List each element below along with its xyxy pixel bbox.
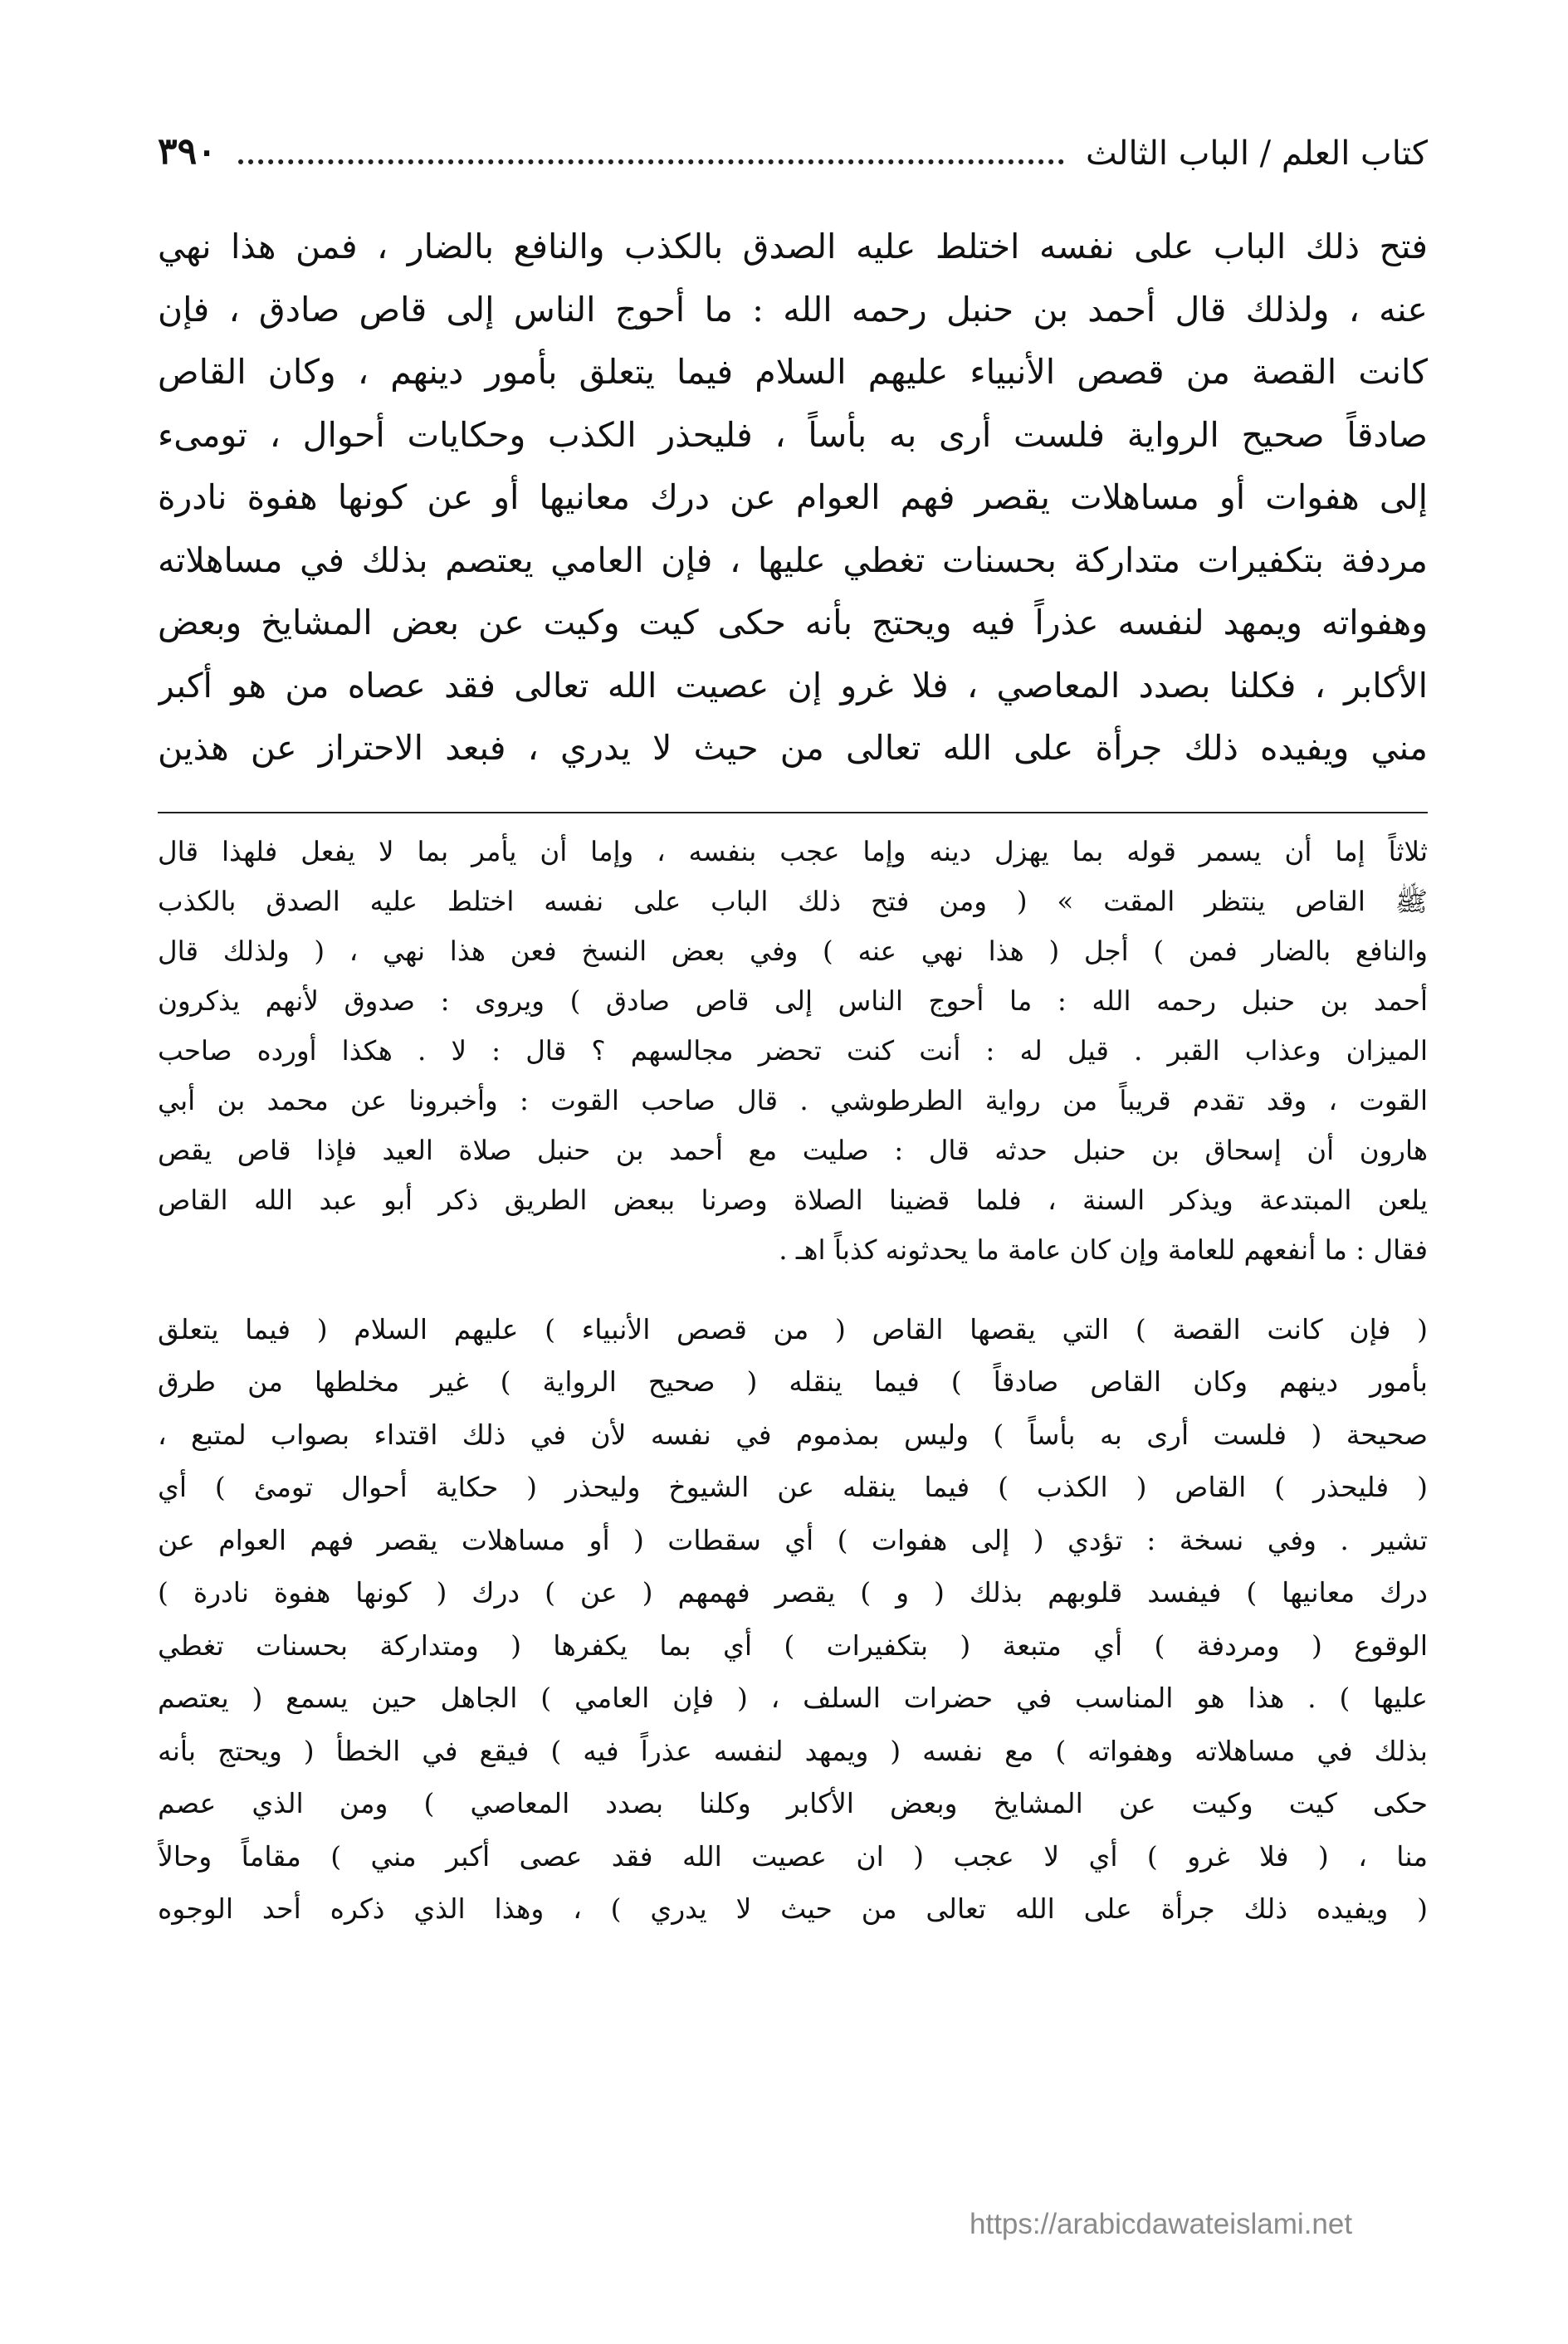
page-number: ٣٩٠: [158, 130, 217, 173]
main-line: مني ويفيده ذلك جرأة على الله تعالى من حيث لا يدري ، فبعد الاحتراز عن هذين: [158, 728, 1428, 768]
page-header: [158, 125, 1428, 173]
footnote-separator: [158, 812, 1428, 813]
commentary-continuation: [158, 827, 1428, 1275]
sharh-line: عليها ) . هذا هو المناسب في حضرات السلف ، ( فإن العامي ) الجاهل حين يسمع ( يعتصم: [158, 1682, 1428, 1714]
sharh-line: صحيحة ( فلست أرى به بأساً ) وليس بمذموم في نفسه لأن في ذلك اقتداء بصواب لمتبع ،: [158, 1418, 1428, 1451]
note-line: هارون أن إسحاق بن حنبل حدثه قال : صليت مع أحمد بن حنبل صلاة العيد فإذا قاص يقص: [158, 1134, 1428, 1166]
main-line: فتح ذلك الباب على نفسه اختلط عليه الصدق بالكذب والنافع بالضار ، فمن هذا نهي: [158, 227, 1428, 266]
sharh-line: حكى كيت وكيت عن المشايخ وبعض الأكابر وكلنا بصدد المعاصي ) ومن الذي عصم: [158, 1787, 1428, 1819]
sharh-line: الوقوع ( ومردفة ) أي متبعة ( بتكفيرات ) أي بما يكفرها ( ومتداركة بحسنات تغطي: [158, 1629, 1428, 1662]
note-line: أحمد بن حنبل رحمه الله : ما أحوج الناس إلى قاص صادق ) ويروى : صدوق لأنهم يذكرون: [158, 984, 1428, 1017]
sharh-line: بذلك في مساهلاته وهفواته ) مع نفسه ( ويمهد لنفسه عذراً فيه ) فيقع في الخطأ ( ويحتج بأنه: [158, 1734, 1428, 1767]
main-line: الأكابر ، فكلنا بصدد المعاصي ، فلا غرو إن عصيت الله تعالى فقد عصاه من هو أكبر: [158, 665, 1428, 706]
book-page: [158, 125, 1428, 1936]
sharh-line: ( فليحذر ) القاص ( الكذب ) فيما ينقله عن الشيوخ وليحذر ( حكاية أحوال تومئ ) أي: [158, 1471, 1428, 1503]
commentary-block: [158, 1303, 1428, 1936]
sharh-line: منا ، ( فلا غرو ) أي لا عجب ( ان عصيت الله فقد عصى أكبر مني ) مقاماً وحالاً: [158, 1839, 1428, 1873]
note-line: الميزان وعذاب القبر . قيل له : أنت كنت تحضر مجالسهم ؟ قال : لا . هكذا أورده صاحب: [158, 1034, 1428, 1067]
website-watermark: https://arabicdawateislami.net: [970, 2208, 1353, 2240]
sharh-line: ( فإن كانت القصة ) التي يقصها القاص ( من قصص الأنبياء ) عليهم السلام ( فيما يتعلق: [158, 1312, 1428, 1345]
main-line: وهفواته ويمهد لنفسه عذراً فيه ويحتج بأنه حكى كيت وكيت عن بعض المشايخ وبعض: [158, 603, 1428, 642]
note-line: والنافع بالضار فمن ) أجل ( هذا نهي عنه ) وفي بعض النسخ فعن هذا نهي ، ( ولذلك قال: [158, 935, 1428, 967]
note-line: ﷺ القاص ينتظر المقت » ( ومن فتح ذلك الباب على نفسه اختلط عليه الصدق بالكذب: [158, 885, 1428, 917]
sharh-line: بأمور دينهم وكان القاص صادقاً ) فيما ينقله ( صحيح الرواية ) غير مخلطها من طرق: [158, 1365, 1428, 1398]
main-text: [158, 216, 1428, 780]
note-line: القوت ، وقد تقدم قريباً من رواية الطرطوشي . قال صاحب القوت : وأخبرونا عن محمد بن أبي: [158, 1084, 1428, 1116]
main-line: إلى هفوات أو مساهلات يقصر فهم العوام عن درك معانيها أو عن كونها هفوة نادرة: [158, 477, 1428, 517]
main-line: صادقاً صحيح الرواية فلست أرى به بأساً ، فليحذر الكذب وحكايات أحوال ، تومىء: [158, 414, 1428, 455]
main-line: عنه ، ولذلك قال أحمد بن حنبل رحمه الله : ما أحوج الناس إلى قاص صادق ، فإن: [158, 289, 1428, 330]
sharh-line: ( ويفيده ذلك جرأة على الله تعالى من حيث لا يدري ) ، وهذا الذي ذكره أحد الوجوه: [158, 1892, 1428, 1925]
sharh-line: درك معانيها ) فيفسد قلوبهم بذلك ( و ) يقصر فهمهم ( عن ) درك ( كونها هفوة نادرة ): [158, 1576, 1428, 1609]
header-dot-leader: [238, 159, 1064, 164]
note-line: ثلاثاً إما أن يسمر قوله بما يهزل دينه وإما عجب بنفسه ، وإما أن يأمر بما لا يفعل فلهذا قال: [158, 835, 1428, 867]
main-line: مردفة بتكفيرات متداركة بحسنات تغطي عليها ، فإن العامي يعتصم بذلك في مساهلاته: [158, 540, 1428, 580]
note-line: فقال : ما أنفعهم للعامة وإن كان عامة ما يحدثونه كذباً اهـ .: [779, 1233, 1428, 1266]
main-line: كانت القصة من قصص الأنبياء عليهم السلام فيما يتعلق بأمور دينهم ، وكان القاص: [158, 352, 1428, 392]
sharh-line: تشير . وفي نسخة : تؤدي ( إلى هفوات ) أي سقطات ( أو مساهلات يقصر فهم العوام عن: [158, 1523, 1428, 1556]
running-title: كتاب العلم / الباب الثالث: [1086, 134, 1428, 173]
note-line: يلعن المبتدعة ويذكر السنة ، فلما قضينا الصلاة وصرنا ببعض الطريق ذكر أبو عبد الله القاص: [158, 1184, 1428, 1216]
